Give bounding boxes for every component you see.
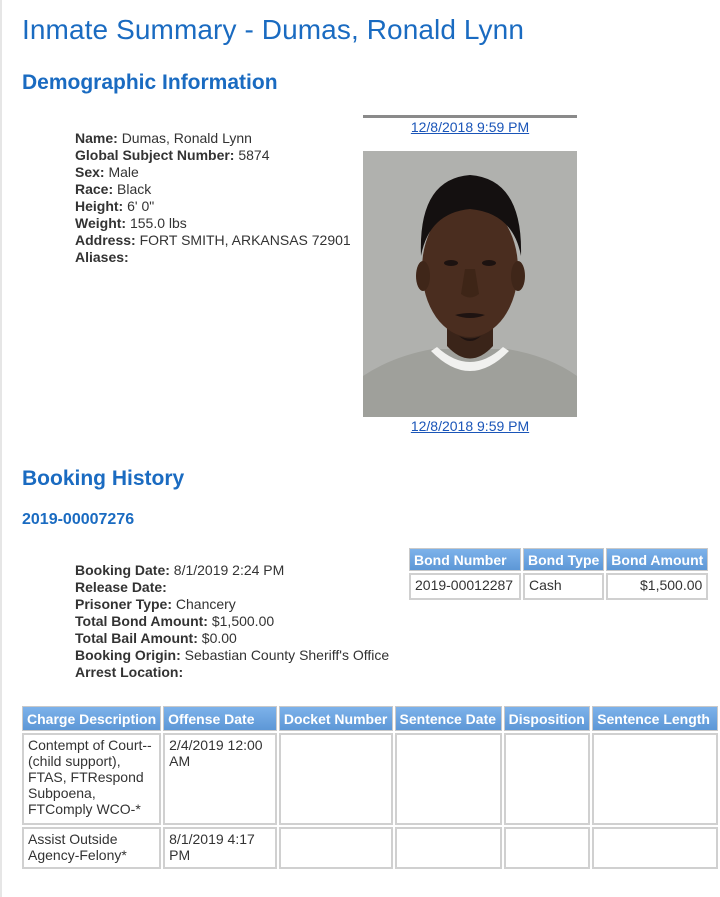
bond-amount-header: Bond Amount (606, 548, 708, 571)
charge-description-header: Charge Description (22, 706, 161, 731)
booking-origin-value: Sebastian County Sheriff's Office (184, 647, 390, 663)
bond-header-row (409, 548, 708, 571)
bond-amount-cell: $1,500.00 (606, 573, 708, 600)
name-label: Name: (75, 130, 118, 146)
sex-row (75, 164, 351, 181)
disposition-cell (504, 827, 591, 869)
address-value: FORT SMITH, ARKANSAS 72901 (139, 232, 351, 248)
name-row (75, 130, 351, 147)
release-date-row (75, 579, 389, 596)
race-value: Black (117, 181, 152, 197)
sentence-length-cell (592, 827, 718, 869)
booking-number: 2019-00007276 (22, 511, 135, 528)
mugshot-photo (363, 151, 577, 417)
total-bail-value: $0.00 (201, 630, 237, 646)
sex-value: Male (108, 164, 139, 180)
table-row (409, 573, 708, 600)
prisoner-type-label: Prisoner Type: (75, 596, 172, 612)
charge-description-cell: Contempt of Court--(child support), FTAS, FTRespond Subpoena, FTComply WCO-* (22, 733, 161, 825)
table-row (22, 827, 718, 869)
previous-photo-edge (363, 115, 577, 118)
docket-number-header: Docket Number (279, 706, 393, 731)
booking-origin-label: Booking Origin: (75, 647, 181, 663)
height-row (75, 198, 351, 215)
charge-description-cell: Assist Outside Agency-Felony* (22, 827, 161, 869)
charge-header-row (22, 706, 718, 731)
total-bail-label: Total Bail Amount: (75, 630, 198, 646)
page-title: Inmate Summary - Dumas, Ronald Lynn (22, 14, 524, 45)
page-left-border (0, 0, 2, 897)
subject-number-row (75, 147, 351, 164)
disposition-cell (504, 733, 591, 825)
offense-date-cell: 8/1/2019 4:17 PM (163, 827, 277, 869)
aliases-label: Aliases: (75, 249, 129, 265)
booking-origin-row (75, 647, 389, 664)
sentence-date-header: Sentence Date (395, 706, 502, 731)
photo-date-link-bottom[interactable]: 12/8/2018 9:59 PM (410, 418, 530, 434)
mugshot-image (363, 151, 577, 417)
table-row (22, 733, 718, 825)
total-bond-value: $1,500.00 (211, 613, 275, 629)
offense-date-header: Offense Date (163, 706, 277, 731)
subject-number-label: Global Subject Number: (75, 147, 235, 163)
bond-type-cell: Cash (523, 573, 604, 600)
total-bond-label: Total Bond Amount: (75, 613, 208, 629)
arrest-location-row (75, 664, 389, 681)
photo-date-link-top[interactable]: 12/8/2018 9:59 PM (410, 119, 530, 135)
height-label: Height: (75, 198, 124, 214)
total-bond-row (75, 613, 389, 630)
bond-type-header: Bond Type (523, 548, 604, 571)
offense-date-cell: 2/4/2019 12:00 AM (163, 733, 277, 825)
release-date-label: Release Date: (75, 579, 167, 595)
booking-date-label: Booking Date: (75, 562, 170, 578)
demographic-info (75, 130, 351, 266)
subject-number-value: 5874 (238, 147, 270, 163)
docket-number-cell (279, 733, 393, 825)
booking-date-row (75, 562, 389, 579)
docket-number-cell (279, 827, 393, 869)
bond-table (407, 546, 710, 602)
race-row (75, 181, 351, 198)
address-row (75, 232, 351, 249)
address-label: Address: (75, 232, 136, 248)
booking-date-value: 8/1/2019 2:24 PM (173, 562, 285, 578)
bond-number-header: Bond Number (409, 548, 521, 571)
bond-number-cell: 2019-00012287 (409, 573, 521, 600)
aliases-row (75, 249, 351, 266)
booking-history-heading: Booking History (22, 467, 185, 490)
height-value: 6' 0" (127, 198, 155, 214)
weight-row (75, 215, 351, 232)
sentence-length-header: Sentence Length (592, 706, 718, 731)
sentence-date-cell (395, 733, 502, 825)
sentence-length-cell (592, 733, 718, 825)
weight-value: 155.0 lbs (129, 215, 187, 231)
race-label: Race: (75, 181, 114, 197)
total-bail-row (75, 630, 389, 647)
weight-label: Weight: (75, 215, 127, 231)
prisoner-type-row (75, 596, 389, 613)
demographic-heading: Demographic Information (22, 71, 278, 94)
charge-table (20, 704, 720, 871)
sentence-date-cell (395, 827, 502, 869)
name-value: Dumas, Ronald Lynn (121, 130, 252, 146)
booking-info (75, 562, 389, 681)
sex-label: Sex: (75, 164, 105, 180)
arrest-location-label: Arrest Location: (75, 664, 184, 680)
disposition-header: Disposition (504, 706, 591, 731)
prisoner-type-value: Chancery (175, 596, 236, 612)
